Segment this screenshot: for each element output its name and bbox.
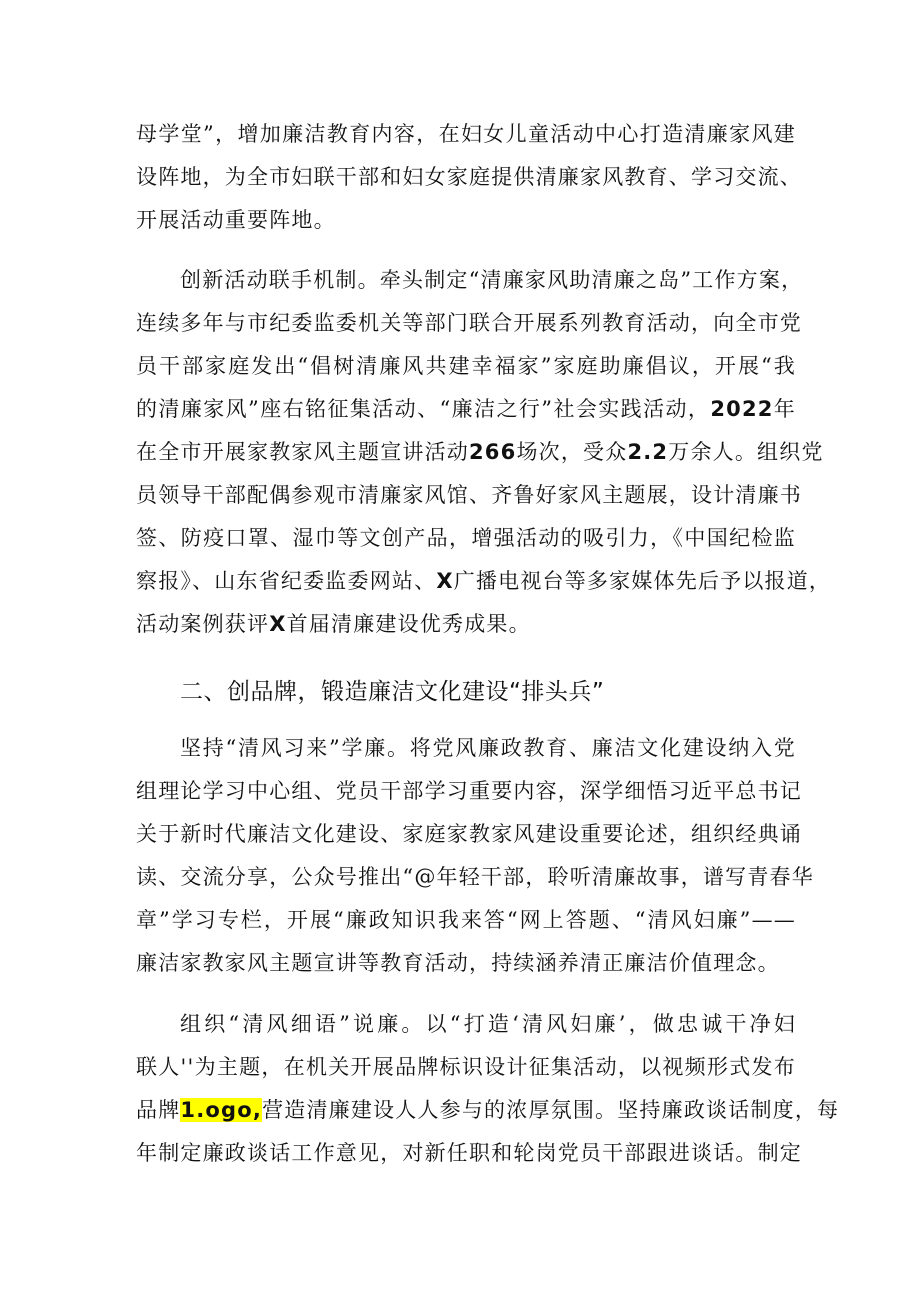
placeholder-x: X bbox=[436, 569, 454, 593]
text-line bbox=[136, 394, 796, 424]
text-segment: 在全市开展家教家风主题宣讲活动 bbox=[136, 440, 469, 464]
text-line: 开展活动重要阵地。 bbox=[136, 208, 336, 232]
text-line: 员干部家庭发出“倡树清廉风共建幸福家”家庭助廉倡议，开展“我 bbox=[136, 354, 796, 378]
text-segment: 活动案例获评 bbox=[136, 612, 270, 636]
audience-number: 2.2 bbox=[627, 440, 669, 464]
text-line: 廉洁家教家风主题宣讲等教育活动，持续涵养清正廉洁价值理念。 bbox=[136, 951, 780, 975]
text-line: 签、防疫口罩、湿巾等文创产品，增强活动的吸引力，《中国纪检监 bbox=[136, 526, 796, 550]
text-line: 创新活动联手机制。牵头制定“清廉家风助清廉之岛”工作方案， bbox=[180, 268, 804, 292]
text-segment: 场次，受众 bbox=[516, 440, 628, 464]
text-segment: 察报》、山东省纪委监委网站、 bbox=[136, 569, 437, 593]
text-line bbox=[136, 566, 832, 596]
text-segment: 品牌 bbox=[136, 1098, 181, 1122]
text-line: 读、交流分享，公众号推出“@年轻干部，聆听清廉故事，谱写青春华 bbox=[136, 865, 814, 889]
placeholder-x: X bbox=[269, 612, 287, 636]
year-number: 2022 bbox=[710, 397, 774, 421]
text-line: 组理论学习中心组、党员干部学习重要内容，深学细悟习近平总书记 bbox=[136, 779, 802, 803]
highlighted-logo-text: 1.ogo, bbox=[180, 1098, 263, 1122]
section-heading: 二、创品牌，锻造廉洁文化建设“排头兵” bbox=[180, 679, 605, 705]
text-line: 员领导干部配偶参观市清廉家风馆、齐鲁好家风主题展，设计清廉书 bbox=[136, 483, 802, 507]
text-line: 联人''为主题，在机关开展品牌标识设计征集活动，以视频形式发布 bbox=[136, 1055, 796, 1079]
text-segment: 年 bbox=[773, 397, 797, 421]
text-line: 母学堂”，增加廉洁教育内容，在妇女儿童活动中心打造清廉家风建 bbox=[136, 122, 796, 146]
text-line: 坚持“清风习来”学廉。将党风廉政教育、廉洁文化建设纳入党 bbox=[180, 736, 796, 760]
count-number: 266 bbox=[469, 440, 517, 464]
text-segment: 万余人。组织党 bbox=[668, 440, 824, 464]
text-segment: 营造清廉建设人人参与的浓厚氛围。坚持廉政谈话制度，每 bbox=[262, 1098, 840, 1122]
text-segment: 首届清廉建设优秀成果。 bbox=[286, 612, 531, 636]
text-line bbox=[136, 609, 796, 639]
text-line: 组织“清风细语”说廉。以“打造‘清风妇廉’，做忠诚干净妇 bbox=[180, 1012, 796, 1036]
text-line: 年制定廉政谈话工作意见，对新任职和轮岗党员干部跟进谈话。制定 bbox=[136, 1141, 802, 1165]
text-segment: 广播电视台等多家媒体先后予以报道， bbox=[453, 569, 832, 593]
text-line: 连续多年与市纪委监委机关等部门联合开展系列教育活动，向全市党 bbox=[136, 311, 802, 335]
text-line bbox=[136, 437, 824, 467]
text-segment: 的清廉家风”座右铭征集活动、“廉洁之行”社会实践活动， bbox=[136, 397, 711, 421]
text-line: 设阵地，为全市妇联干部和妇女家庭提供清廉家风教育、学习交流、 bbox=[136, 165, 802, 189]
text-line bbox=[136, 1095, 840, 1125]
text-line: 章”学习专栏，开展“廉政知识我来答“网上答题、“清风妇廉”—— bbox=[136, 908, 796, 932]
text-line: 关于新时代廉洁文化建设、家庭家教家风建设重要论述，组织经典诵 bbox=[136, 822, 802, 846]
